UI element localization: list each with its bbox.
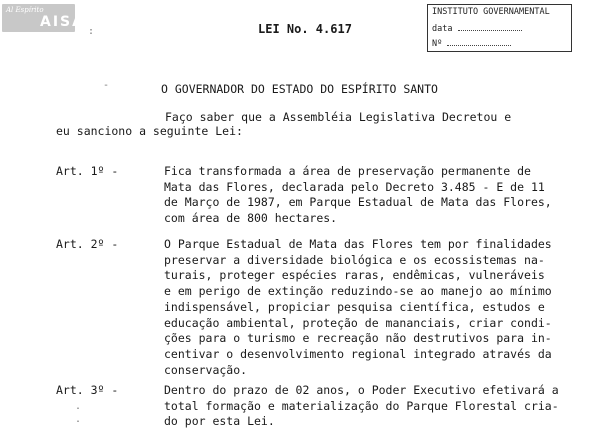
article-2-line-2: preservar a diversidade biológica e os ecossistemas na- bbox=[164, 252, 545, 267]
stamp-id-label: Nº bbox=[432, 39, 443, 49]
stamp-id-row bbox=[432, 37, 511, 49]
article-1-line-2: Mata das Flores, declarada pelo Decreto 3.485 - E de 11 bbox=[164, 179, 545, 194]
law-title: LEI No. 4.617 bbox=[258, 22, 352, 36]
intro-line-2: eu sanciono a seguinte Lei: bbox=[56, 124, 243, 138]
stamp-id-line bbox=[447, 37, 511, 46]
scan-mark: - bbox=[103, 80, 110, 91]
article-2-line-5: indispensável, propiciar pesquisa científica, estudos e bbox=[164, 299, 545, 314]
article-3-line-1: Dentro do prazo de 02 anos, o Poder Executivo efetivará a bbox=[164, 383, 559, 397]
stamp-date-label: data bbox=[432, 24, 453, 34]
article-2-label: Art. 2º - bbox=[56, 237, 126, 251]
article-2-body bbox=[164, 237, 552, 378]
article-1-line-3: de Março de 1987, em Parque Estadual de Mata das Flores, bbox=[164, 195, 552, 210]
scan-mark: . bbox=[75, 414, 82, 425]
article-3-body bbox=[164, 383, 559, 430]
article-2-line-8: centivar o desenvolvimento regional integrado através da bbox=[164, 346, 552, 361]
intro-line-1: Faço saber que a Assembléia Legislativa Decretou e bbox=[165, 110, 512, 124]
logo-small-text: Al Espírito bbox=[6, 6, 44, 14]
stamp-date-line bbox=[458, 22, 522, 31]
scan-mark: . bbox=[75, 401, 82, 412]
stamp-institution: INSTITUTO GOVERNAMENTAL bbox=[432, 7, 550, 17]
article-1-line-4: com área de 800 hectares. bbox=[164, 211, 338, 226]
article-2-line-4: e em perigo de extinção reduzindo-se ao manejo ao mínimo bbox=[164, 284, 552, 299]
article-3-label: Art. 3º - bbox=[56, 383, 126, 397]
article-1-label: Art. 1º - bbox=[56, 164, 126, 178]
article-3-line-3: do por esta Lei. bbox=[164, 414, 275, 429]
article-1-body bbox=[164, 164, 552, 227]
article-2-line-3: turais, proteger espécies raras, endêmicas, vulneráveis bbox=[164, 268, 545, 283]
article-3-line-2: total formação e materialização do Parque Florestal cria- bbox=[164, 398, 559, 413]
article-2-line-1: O Parque Estadual de Mata das Flores tem por finalidades bbox=[164, 237, 552, 251]
logo-big-text: AISA bbox=[40, 14, 85, 30]
logo bbox=[2, 4, 85, 32]
governor-line: O GOVERNADOR DO ESTADO DO ESPÍRITO SANTO bbox=[161, 82, 438, 96]
article-2-line-9: conservação. bbox=[164, 362, 248, 377]
article-2-line-6: educação ambiental, proteção de mananciais, criar condi- bbox=[164, 315, 552, 330]
scan-mark: : bbox=[88, 26, 95, 37]
article-2-line-7: ções para o turismo e recreação não destrutivos para in- bbox=[164, 331, 552, 346]
article-1-line-1: Fica transformada a área de preservação permanente de bbox=[164, 164, 531, 178]
registration-stamp bbox=[427, 4, 572, 52]
stamp-date-row bbox=[432, 22, 522, 34]
